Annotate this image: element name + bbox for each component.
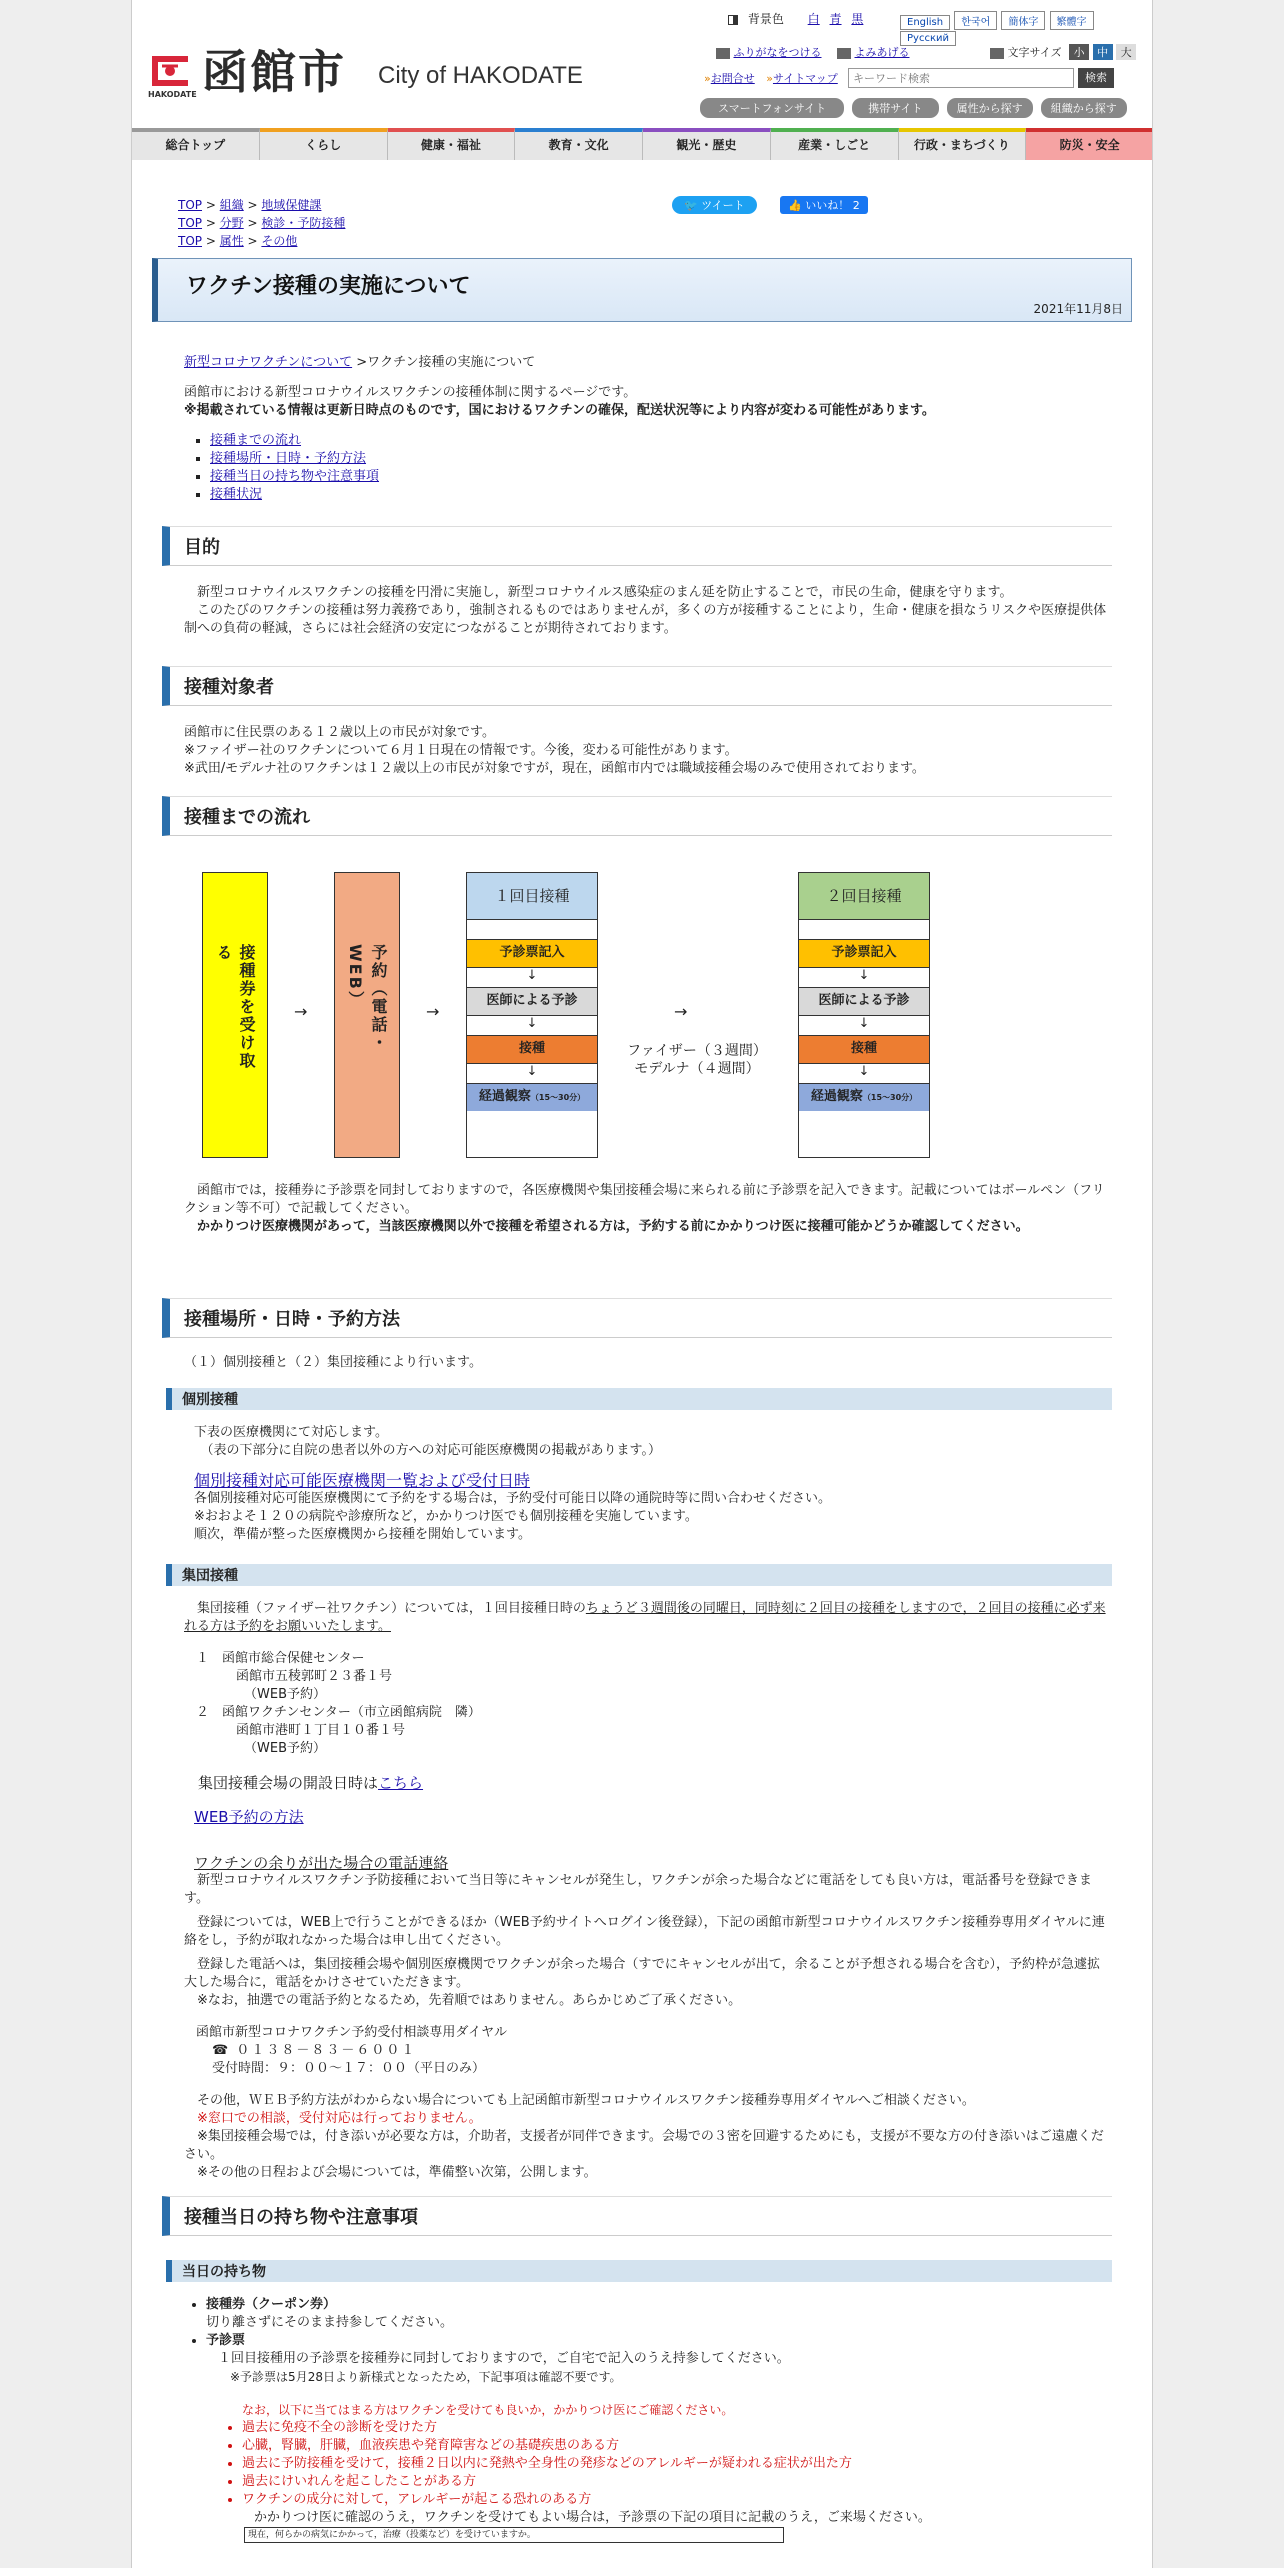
down-arrow-icon: ↓ xyxy=(467,1015,597,1035)
carry-warning-item: • 過去に免疫不全の診断を受けた方 xyxy=(242,2419,1112,2437)
toc-item xyxy=(210,432,1112,450)
city-emblem-icon xyxy=(148,50,192,90)
table-of-contents xyxy=(184,432,1112,504)
carry-warning-item: • 心臓，腎臓，肝臓，血液疾患や発育障害などの基礎疾患のある方 xyxy=(242,2437,1112,2455)
group-site-reservation: （WEB予約） xyxy=(244,1687,326,1702)
flow-step: 予診票記入 xyxy=(467,939,597,967)
target-text: 函館市に住民票のある１２歳以上の市民が対象です。 xyxy=(184,725,495,740)
bgcolor-selector xyxy=(728,10,863,27)
flow-notes xyxy=(184,1182,1112,1236)
down-arrow-icon: ↓ xyxy=(467,1063,597,1083)
lang-russian[interactable]: Русский xyxy=(900,31,956,46)
individual-text: 各個別接種対応可能医療機関にて予約をする場合は，予約受付可能日以降の通院時等に問い合わせください。 xyxy=(194,1491,832,1506)
flow-arrow-icon: → xyxy=(426,1002,440,1021)
open-dates-link[interactable]: こちら xyxy=(378,1774,424,1792)
breadcrumb-link[interactable]: 地域保健課 xyxy=(261,198,322,212)
flow-step: 医師による予診 xyxy=(467,987,597,1015)
group-site-address: 函館市五稜郭町２３番１号 xyxy=(236,1669,393,1684)
flow-arrow-icon: → xyxy=(674,1002,688,1021)
target-body xyxy=(184,724,1112,778)
individual-text: （表の下部分に自院の患者以外の方への対応可能医療機関の掲載があります。） xyxy=(200,1443,661,1458)
section-heading-carry: 接種当日の持ち物や注意事項 xyxy=(162,2196,1112,2236)
flow-step: 医師による予診 xyxy=(799,987,929,1015)
open-dates-row xyxy=(198,1774,1112,1792)
place-note-red: ※窓口での相談，受付対応は行っておりません。 xyxy=(197,2111,482,2126)
section-heading-place: 接種場所・日時・予約方法 xyxy=(162,1298,1112,1338)
breadcrumb: TOP > 属性 > その他 xyxy=(178,234,298,248)
breadcrumb-top[interactable]: TOP xyxy=(178,234,203,248)
flow-step: 接種 xyxy=(799,1035,929,1063)
header-links: »お問合せ »サイトマップ xyxy=(704,72,838,85)
logo-city-name: 函館市 xyxy=(202,45,346,99)
carry-item-note: ※予診票は5月28日より新様式となったため，下記事項は確認不要です。 xyxy=(230,2370,622,2384)
smartphone-site-button[interactable]: スマートフォンサイト xyxy=(700,98,844,118)
nav-industry[interactable]: 産業・しごと xyxy=(771,128,899,160)
flow-box-label: 接種券を受け取る xyxy=(214,944,256,1070)
leftover-text: ※なお，抽選での電話予約となるため，先着順ではありません。あらかじめご了承ください。 xyxy=(197,1993,742,2008)
lang-traditional[interactable]: 繁體字 xyxy=(1050,11,1094,30)
flow-spacer xyxy=(467,919,597,939)
flow-box-receive-coupon xyxy=(202,872,268,1158)
carry-item-desc: １回目接種用の予診票を接種券に同封しておりますので，ご自宅で記入のうえ持参してください。 xyxy=(218,2351,790,2366)
breadcrumb: TOP > 組織 > 地域保健課 xyxy=(178,198,322,212)
nav-health[interactable]: 健康・福祉 xyxy=(388,128,516,160)
nav-tourism[interactable]: 観光・歴史 xyxy=(643,128,771,160)
twitter-icon: 🐦 xyxy=(684,199,698,212)
breadcrumb-link[interactable]: 検診・予防接種 xyxy=(261,216,346,230)
breadcrumb-top[interactable]: TOP xyxy=(178,198,203,212)
subheading-group: 集団接種 xyxy=(166,1564,1112,1586)
subheading-individual: 個別接種 xyxy=(166,1388,1112,1410)
group-body xyxy=(184,1600,1112,2182)
flow-note-bold: かかりつけ医療機関があって，当該医療機関以外で接種を希望される方は，予約する前にかかりつけ医に接種可能かどうか確認してください。 xyxy=(197,1219,1029,1234)
lang-korean[interactable]: 한국어 xyxy=(954,11,997,30)
bgcolor-icon xyxy=(728,15,738,25)
flow-step-label: 経過観察 xyxy=(810,1089,863,1104)
breadcrumb-link[interactable]: その他 xyxy=(261,234,298,248)
page-title xyxy=(152,258,1132,322)
mobile-site-button[interactable]: 携帯サイト xyxy=(852,98,938,118)
flow-step xyxy=(799,1083,929,1111)
interval-moderna: モデルナ（４週間） xyxy=(634,1061,760,1077)
nav-top[interactable]: 総合トップ xyxy=(132,128,260,160)
web-reservation-row xyxy=(194,1808,1112,1826)
web-reservation-link[interactable]: WEB予約の方法 xyxy=(194,1808,304,1826)
tweet-label: ツイート xyxy=(701,199,745,212)
section-heading-purpose: 目的 xyxy=(162,526,1112,566)
subheading-items: 当日の持ち物 xyxy=(166,2260,1112,2282)
page-title-text: ワクチン接種の実施について xyxy=(186,274,471,299)
text-size-large[interactable]: 大 xyxy=(1116,44,1136,60)
breadcrumb: TOP > 分野 > 検診・予防接種 xyxy=(178,216,346,230)
carry-list xyxy=(184,2296,1112,2387)
flow-step: 予診票記入 xyxy=(799,939,929,967)
flow-arrow-icon: → xyxy=(294,1002,308,1021)
utility-bar xyxy=(132,0,1152,44)
place-note: ※その他の日程および会場については，準備整い次第，公開します。 xyxy=(197,2165,597,2180)
vaccination-flow-diagram xyxy=(202,872,1132,1182)
lang-english[interactable]: English xyxy=(900,15,950,30)
parent-breadcrumb xyxy=(184,354,1112,372)
text-size-label: 文字サイズ xyxy=(1007,46,1062,59)
bgcolor-black[interactable]: 黒 xyxy=(851,12,864,26)
flow-spacer xyxy=(799,919,929,939)
dial-phone: ☎ ０１３８－８３－６００１ xyxy=(212,2043,417,2058)
furigana-row xyxy=(716,44,910,60)
nav-living[interactable]: くらし xyxy=(260,128,388,160)
flow-step-note: （15～30分） xyxy=(862,1093,918,1102)
main-content xyxy=(152,196,1132,2543)
down-arrow-icon: ↓ xyxy=(467,967,597,987)
carry-item-desc: 切り離さずにそのまま持参してください。 xyxy=(206,2315,454,2330)
dial-hours: 受付時間：９：００～１７：００（平日のみ） xyxy=(212,2061,486,2076)
carry-warning-list xyxy=(220,2419,1112,2509)
toc-link[interactable]: 接種場所・日時・予約方法 xyxy=(210,451,367,466)
thumbs-up-icon: 👍 xyxy=(788,199,802,212)
individual-text: ※おおよそ１２０の病院や診療所など，かかりつけ医でも個別接種を実施しています。 xyxy=(194,1509,698,1524)
group-site-address: 函館市港町１丁目１０番１号 xyxy=(236,1723,406,1738)
carry-warning-item: • 過去に予防接種を受けて，接種２日以内に発熱や全身性の発疹などのアレルギーが疑われる症状が出た方 xyxy=(242,2455,1112,2473)
flow-dose1 xyxy=(466,872,598,1158)
toc-item xyxy=(210,450,1112,468)
bgcolor-blue[interactable]: 青 xyxy=(829,12,842,26)
dial-heading: 函館市新型コロナワクチン予約受付相談専用ダイヤル xyxy=(196,2025,507,2040)
individual-body xyxy=(194,1424,1112,1544)
like-button[interactable] xyxy=(780,196,868,214)
flow-dose-title: ２回目接種 xyxy=(799,873,929,919)
bgcolor-white[interactable]: 白 xyxy=(807,12,820,26)
bgcolor-label: 背景色 xyxy=(747,12,784,26)
flow-step: 接種 xyxy=(467,1035,597,1063)
flow-step-label: 経過観察 xyxy=(478,1089,531,1104)
purpose-text: このたびのワクチンの接種は努力義務であり，強制されるものではありませんが，多くの方が接種することにより，生命・健康を損なうリスクや医療提供体制への負荷の軽減，さらには社会経済の安定につながることが期待されております。 xyxy=(184,603,1107,636)
tweet-button[interactable] xyxy=(672,196,757,214)
search-input[interactable] xyxy=(848,68,1074,88)
target-text: ※武田/モデルナ社のワクチンは１２歳以上の市民が対象ですが，現在，函館市内では職域接種会場のみで使用されております。 xyxy=(184,761,925,776)
group-text-underlined: ちょうど３週間後の同曜日，同時刻に２回目の接種をしますので，２回目の接種に必ず来れる方は予約をお願いいたします。 xyxy=(184,1601,1106,1634)
like-label: いいね！ 2 xyxy=(805,199,860,212)
lang-simplified[interactable]: 簡体字 xyxy=(1001,11,1045,30)
search-button[interactable]: 検索 xyxy=(1078,68,1114,88)
flow-dose-title: １回目接種 xyxy=(467,873,597,919)
flow-note: 函館市では，接種券に予診票を同封しておりますので，各医療機関や集団接種会場に来られる前に予診票を記入できます。記載についてはボールペン（フリクション等不可）で記載してください。 xyxy=(184,1183,1105,1216)
site-buttons xyxy=(700,98,1127,118)
toc-link[interactable]: 接種当日の持ち物や注意事項 xyxy=(210,469,380,484)
page xyxy=(131,0,1153,2568)
down-arrow-icon: ↓ xyxy=(799,1015,929,1035)
place-note: その他，ＷＥＢ予約方法がわからない場合についても上記函館市新型コロナウイルスワクチン接種券専用ダイヤルへご相談ください。 xyxy=(197,2093,975,2108)
nav-education[interactable]: 教育・文化 xyxy=(515,128,643,160)
individual-text: 下表の医療機関にて対応します。 xyxy=(194,1425,388,1440)
text-size-small[interactable]: 小 xyxy=(1069,44,1089,60)
toc-item xyxy=(210,486,1112,504)
contact-link[interactable]: お問合せ xyxy=(710,72,755,85)
text-size-control xyxy=(990,44,1136,60)
interval-pfizer: ファイザー（３週間） xyxy=(627,1043,767,1059)
purpose-body xyxy=(184,584,1112,638)
breadcrumb-link[interactable]: 組織 xyxy=(219,198,244,212)
parent-page-link[interactable]: 新型コロナワクチンについて xyxy=(184,355,353,370)
carry-item xyxy=(206,2296,1112,2332)
sitemap-link[interactable]: サイトマップ xyxy=(772,72,838,85)
leftover-text: 登録については，WEB上で行うことができるほか（WEB予約サイトへログイン後登録），下記の函館市新型コロナウイルスワクチン接種券専用ダイヤルに連絡をし，予約が取れなかった場合は申し出てください。 xyxy=(184,1915,1105,1948)
questionnaire-row: 現在，何らかの病気にかかって，治療（投薬など）を受けていますか。 xyxy=(248,2530,536,2540)
individual-text: 順次，準備が整った医療機関から接種を開始しています。 xyxy=(194,1527,531,1542)
down-arrow-icon: ↓ xyxy=(799,967,929,987)
carry-item-title: 予診票 xyxy=(206,2333,246,2348)
carry-body xyxy=(184,2296,1112,2543)
group-site-reservation: （WEB予約） xyxy=(244,1741,326,1756)
language-links xyxy=(900,11,1152,46)
update-date: 2021年11月8日 xyxy=(1033,302,1123,316)
group-site-name: １ 函館市総合保健センター xyxy=(196,1651,365,1666)
section-heading-flow: 接種までの流れ xyxy=(162,796,1112,836)
flow-box-label: 予約（電話・WEB） xyxy=(346,944,388,1052)
carry-warning-item: • ワクチンの成分に対して，アレルギーが起こる恐れのある方 xyxy=(242,2491,1112,2509)
text-size-icon xyxy=(990,48,1004,59)
flow-box-reservation xyxy=(334,872,400,1158)
breadcrumb-top[interactable]: TOP xyxy=(178,216,203,230)
global-nav xyxy=(132,128,1153,160)
intro-notice: ※掲載されている情報は更新日時点のものです，国におけるワクチンの確保，配送状況等により内容が変わる可能性があります。 xyxy=(184,403,935,418)
intro xyxy=(184,354,1112,504)
logo-small-text: HAKODATE xyxy=(148,90,197,99)
toc-link[interactable]: 接種までの流れ xyxy=(210,433,302,448)
read-aloud-link[interactable]: よみあげる xyxy=(854,46,910,59)
organization-search-button[interactable]: 組織から探す xyxy=(1041,98,1127,118)
place-intro xyxy=(184,1354,1112,1372)
group-site-name: ２ 函館ワクチンセンター（市立函館病院 隣） xyxy=(196,1705,481,1720)
flow-step xyxy=(467,1083,597,1111)
target-text: ※ファイザー社のワクチンについて６月１日現在の情報です。今後，変わる可能性があります。 xyxy=(184,743,738,758)
group-text-part: 集団接種（ファイザー社ワクチン）については，１回目接種日時の xyxy=(197,1601,586,1616)
carry-final-text: かかりつけ医に確認のうえ，ワクチンを受けてもよい場合は，予診票の下記の項目に記載のうえ，ご来場ください。 xyxy=(254,2510,931,2525)
section-heading-target: 接種対象者 xyxy=(162,666,1112,706)
flow-interval xyxy=(622,1042,772,1078)
text-size-medium[interactable]: 中 xyxy=(1093,44,1113,60)
individual-clinic-list-link[interactable]: 個別接種対応可能医療機関一覧および受付日時 xyxy=(194,1471,531,1490)
nav-government[interactable]: 行政・まちづくり xyxy=(899,128,1027,160)
carry-warning-item: • 過去にけいれんを起こしたことがある方 xyxy=(242,2473,1112,2491)
leftover-text: 新型コロナウイルスワクチン予防接種において当日等にキャンセルが発生し，ワクチンが余った場合などに電話をしても良い方は，電話番号を登録できます。 xyxy=(184,1873,1092,1906)
intro-text: 函館市における新型コロナウイルスワクチンの接種体制に関するページです。 xyxy=(184,385,637,400)
leftover-text: 登録した電話へは，集団接種会場や個別医療機関でワクチンが余った場合（すでにキャンセルが出て，余ることが予想される場合を含む），予約枠が急遽拡大した場合に，電話をかけさせていただきます。 xyxy=(184,1957,1100,1990)
breadcrumb-link[interactable]: 分野 xyxy=(219,216,244,230)
flow-dose2 xyxy=(798,872,930,1158)
open-dates-text: 集団接種会場の開設日時は xyxy=(198,1774,379,1792)
furigana-link[interactable]: ふりがなをつける xyxy=(733,46,822,59)
carry-item-title: 接種券（クーポン券） xyxy=(206,2297,337,2312)
logo-english: City of HAKODATE xyxy=(378,62,583,89)
down-arrow-icon: ↓ xyxy=(799,1063,929,1083)
attribute-search-button[interactable]: 属性から探す xyxy=(947,98,1033,118)
individual-list-link-row xyxy=(194,1472,1112,1490)
purpose-text: 新型コロナウイルスワクチンの接種を円滑に実施し，新型コロナウイルス感染症のまん延を防止することで，市民の生命，健康を守ります。 xyxy=(197,585,1013,600)
carry-warning: なお，以下に当てはまる方はワクチンを受けても良いか，かかりつけ医にご確認ください。 xyxy=(242,2403,734,2417)
furigana-icon xyxy=(716,48,730,59)
breadcrumb-link[interactable]: 属性 xyxy=(219,234,244,248)
flow-step-note: （15～30分） xyxy=(530,1093,586,1102)
leftover-heading: ワクチンの余りが出た場合の電話連絡 xyxy=(194,1854,449,1872)
carry-item xyxy=(206,2332,1112,2387)
place-intro-text: （１）個別接種と（２）集団接種により行います。 xyxy=(184,1355,482,1370)
place-note: ※集団接種会場では，付き添いが必要な方は，介助者，支援者が同伴できます。会場での３密を回避するためにも，支援が不要な方の付き添いはご遠慮ください。 xyxy=(184,2129,1104,2162)
toc-item xyxy=(210,468,1112,486)
speaker-icon xyxy=(837,48,851,59)
questionnaire-table xyxy=(244,2527,784,2543)
group-text xyxy=(184,1600,1112,1636)
breadcrumb-area xyxy=(152,196,1132,248)
current-page-label: >ワクチン接種の実施について xyxy=(352,355,536,370)
toc-link[interactable]: 接種状況 xyxy=(210,487,263,502)
nav-disaster[interactable]: 防災・安全 xyxy=(1026,128,1153,160)
site-logo[interactable] xyxy=(148,44,628,100)
